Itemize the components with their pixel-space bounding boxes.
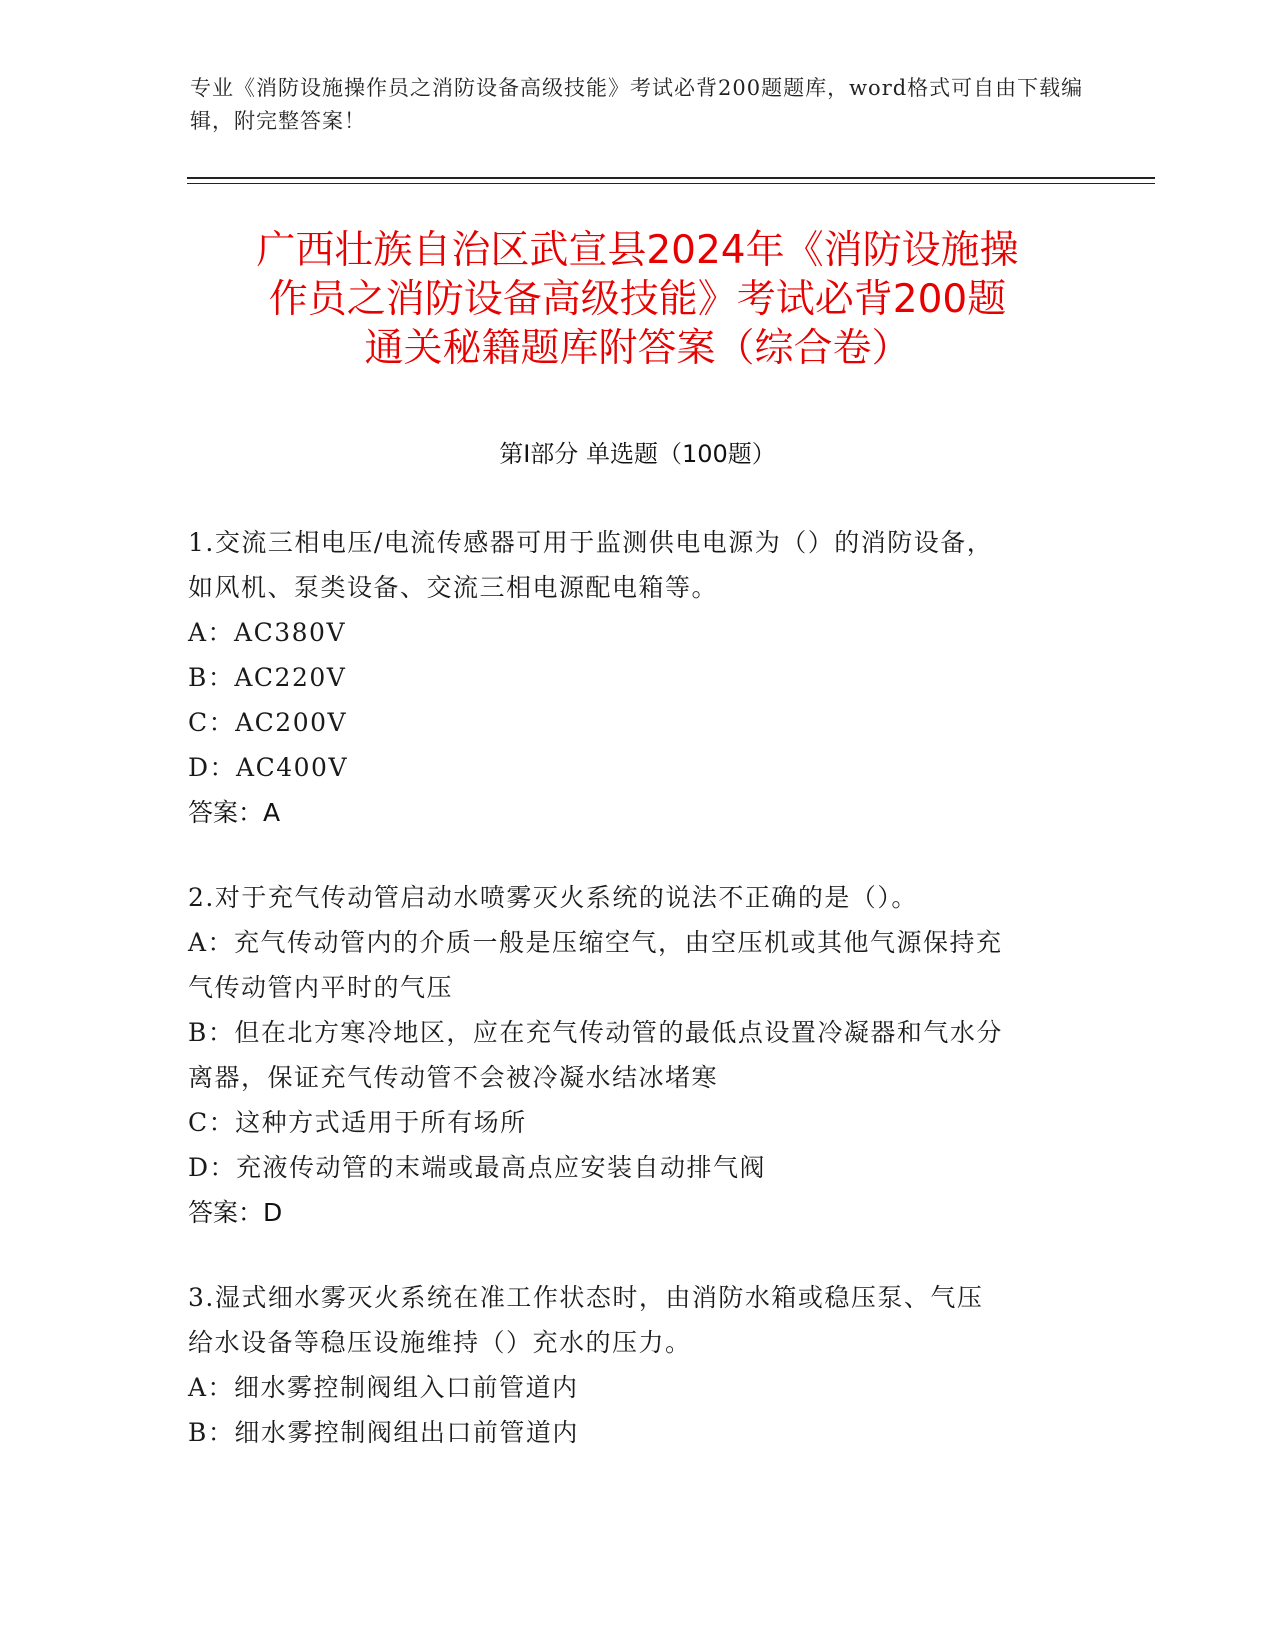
- option-c: C：AC200V: [188, 708, 348, 737]
- header-divider-thin: [187, 183, 1155, 184]
- option-a: A：细水雾控制阀组入口前管道内: [188, 1373, 579, 1402]
- section-heading: 第Ⅰ部分 单选题（100题）: [499, 440, 776, 468]
- option-b-cont: 离器，保证充气传动管不会被冷凝水结冰堵寒: [188, 1063, 719, 1092]
- question-stem: 1.交流三相电压/电流传感器可用于监测供电电源为（）的消防设备，: [188, 528, 994, 557]
- answer: 答案：D: [188, 1198, 283, 1227]
- option-a-cont: 气传动管内平时的气压: [188, 973, 454, 1002]
- question-stem: 3.湿式细水雾灭火系统在准工作状态时，由消防水箱或稳压泵、气压: [188, 1283, 984, 1312]
- option-b: B：细水雾控制阀组出口前管道内: [188, 1418, 579, 1447]
- option-b: B：但在北方寒冷地区，应在充气传动管的最低点设置冷凝器和气水分: [188, 1018, 1003, 1047]
- option-c: C：这种方式适用于所有场所: [188, 1108, 527, 1137]
- header-note: 专业《消防设施操作员之消防设备高级技能》考试必背200题题库，word格式可自由下载编辑，附完整答案！: [190, 76, 1084, 133]
- question-2: [188, 875, 1078, 1235]
- header-divider-thick: [187, 177, 1155, 179]
- option-b: B：AC220V: [188, 663, 347, 692]
- title-line-2: 作员之消防设备高级技能》考试必背200题: [268, 277, 1007, 322]
- document-title: [170, 226, 1105, 373]
- question-3: [188, 1275, 1078, 1455]
- option-a: A：AC380V: [188, 618, 347, 647]
- question-1: [188, 520, 1078, 835]
- title-line-3: 通关秘籍题库附答案（综合卷）: [364, 326, 911, 371]
- option-d: D：充液传动管的末端或最高点应安装自动排气阀: [188, 1153, 767, 1182]
- answer: 答案：A: [188, 798, 281, 827]
- question-stem-cont: 给水设备等稳压设施维持（）充水的压力。: [188, 1328, 692, 1357]
- question-stem-cont: 如风机、泵类设备、交流三相电源配电箱等。: [188, 573, 719, 602]
- question-stem: 2.对于充气传动管启动水喷雾灭火系统的说法不正确的是（）。: [188, 883, 918, 912]
- option-a: A：充气传动管内的介质一般是压缩空气，由空压机或其他气源保持充: [188, 928, 1003, 957]
- title-line-1: 广西壮族自治区武宣县2024年《消防设施操: [256, 228, 1019, 273]
- option-d: D：AC400V: [188, 753, 348, 782]
- question-list: [188, 520, 1078, 1495]
